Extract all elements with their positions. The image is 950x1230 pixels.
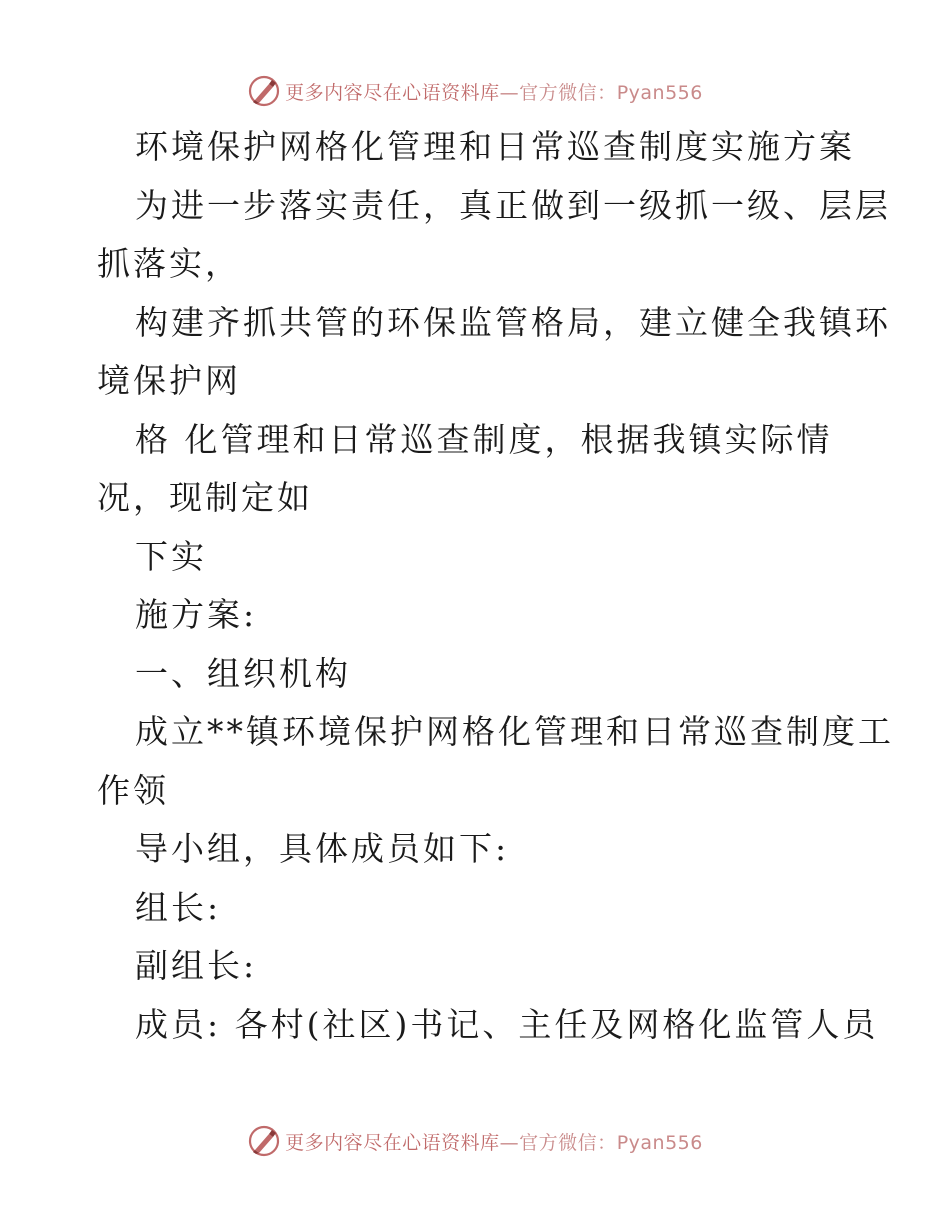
- watermark-brand-text: 更多内容尽在心语资料库: [285, 81, 500, 104]
- paragraph-line: 格 化管理和日常巡查制度，根据我镇实际情: [135, 420, 833, 459]
- paragraph-line: 副组长:: [135, 946, 258, 985]
- paragraph-line: 成员: 各村(社区)书记、主任及网格化监管人员: [135, 1005, 879, 1044]
- paragraph-line: 境保护网: [97, 361, 241, 400]
- watermark-separator: —: [499, 81, 520, 104]
- paragraph-line: 导小组，具体成员如下:: [135, 829, 510, 868]
- paragraph-line: 成立**镇环境保护网格化管理和日常巡查制度工: [135, 712, 894, 751]
- paragraph-line: 况，现制定如: [97, 478, 313, 517]
- footer-watermark: [0, 1121, 950, 1161]
- watermark-wechat-id: Pyan556: [616, 1131, 703, 1154]
- watermark-brand-text: 更多内容尽在心语资料库: [285, 1131, 500, 1154]
- pen-logo-icon: [247, 1124, 281, 1158]
- header-watermark: [0, 71, 950, 111]
- paragraph-line: 下实: [135, 537, 207, 576]
- watermark-wechat-label: 官方微信：: [519, 1131, 617, 1154]
- watermark-separator: —: [499, 1131, 520, 1154]
- paragraph-line: 作领: [97, 771, 169, 810]
- paragraph-line: 构建齐抓共管的环保监管格局，建立健全我镇环: [135, 303, 891, 342]
- section-heading: 一、组织机构: [135, 654, 351, 693]
- pen-logo-icon: [247, 74, 281, 108]
- paragraph-line: 施方案:: [135, 595, 258, 634]
- paragraph-line: 组长:: [135, 888, 222, 927]
- paragraph-line: 抓落实，: [97, 244, 241, 283]
- watermark-wechat-label: 官方微信：: [519, 81, 617, 104]
- document-title: 环境保护网格化管理和日常巡查制度实施方案: [135, 127, 855, 166]
- paragraph-line: 为进一步落实责任，真正做到一级抓一级、层层: [135, 186, 891, 225]
- watermark-wechat-id: Pyan556: [616, 81, 703, 104]
